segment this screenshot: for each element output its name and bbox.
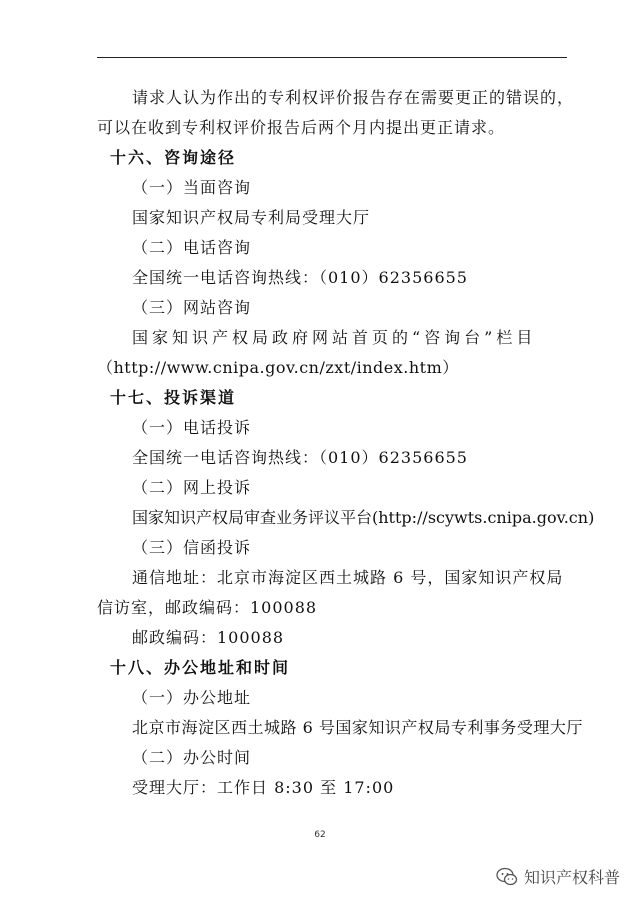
header-rule [97, 57, 567, 58]
url-line: （http://www.cnipa.gov.cn/zxt/index.htm） [97, 358, 459, 377]
subsection-heading: （一）当面咨询 [132, 178, 252, 197]
section-heading: 十六、咨询途径 [110, 148, 237, 167]
subsection-heading: （二）电话咨询 [132, 238, 252, 257]
paragraph-line: 国家知识产权局政府网站首页的“咨询台”栏目 [132, 328, 537, 347]
paragraph-line: 通信地址：北京市海淀区西土城路 6 号，国家知识产权局 [132, 568, 564, 587]
subsection-heading: （三）信函投诉 [132, 538, 252, 557]
page-number: 62 [314, 830, 326, 840]
subsection-heading: （一）电话投诉 [132, 418, 252, 437]
paragraph-line: 邮政编码：100088 [132, 628, 285, 647]
paragraph-line: 全国统一电话咨询热线：（010）62356655 [132, 448, 468, 467]
section-heading: 十八、办公地址和时间 [110, 658, 291, 677]
section-heading: 十七、投诉渠道 [110, 388, 237, 407]
paragraph-line: 可以在收到专利权评价报告后两个月内提出更正请求。 [97, 118, 506, 137]
wechat-icon [496, 867, 518, 887]
paragraph-line: 北京市海淀区西土城路 6 号国家知识产权局专利事务受理大厅 [132, 718, 583, 737]
paragraph-line: 请求人认为作出的专利权评价报告存在需要更正的错误的， [132, 88, 575, 107]
paragraph-line: 信访室，邮政编码：100088 [97, 598, 318, 617]
subsection-heading: （一）办公地址 [132, 688, 252, 707]
paragraph-line: 国家知识产权局审查业务评议平台(http://scywts.cnipa.gov.cn) [132, 508, 595, 527]
subsection-heading: （二）网上投诉 [132, 478, 252, 497]
paragraph-line: 受理大厅：工作日 8:30 至 17:00 [132, 778, 395, 797]
paragraph-line: 国家知识产权局专利局受理大厅 [132, 208, 371, 227]
watermark [496, 865, 620, 888]
watermark-text: 知识产权科普 [523, 868, 620, 887]
subsection-heading: （三）网站咨询 [132, 298, 252, 317]
paragraph-line: 全国统一电话咨询热线：（010）62356655 [132, 268, 468, 287]
subsection-heading: （二）办公时间 [132, 748, 252, 767]
